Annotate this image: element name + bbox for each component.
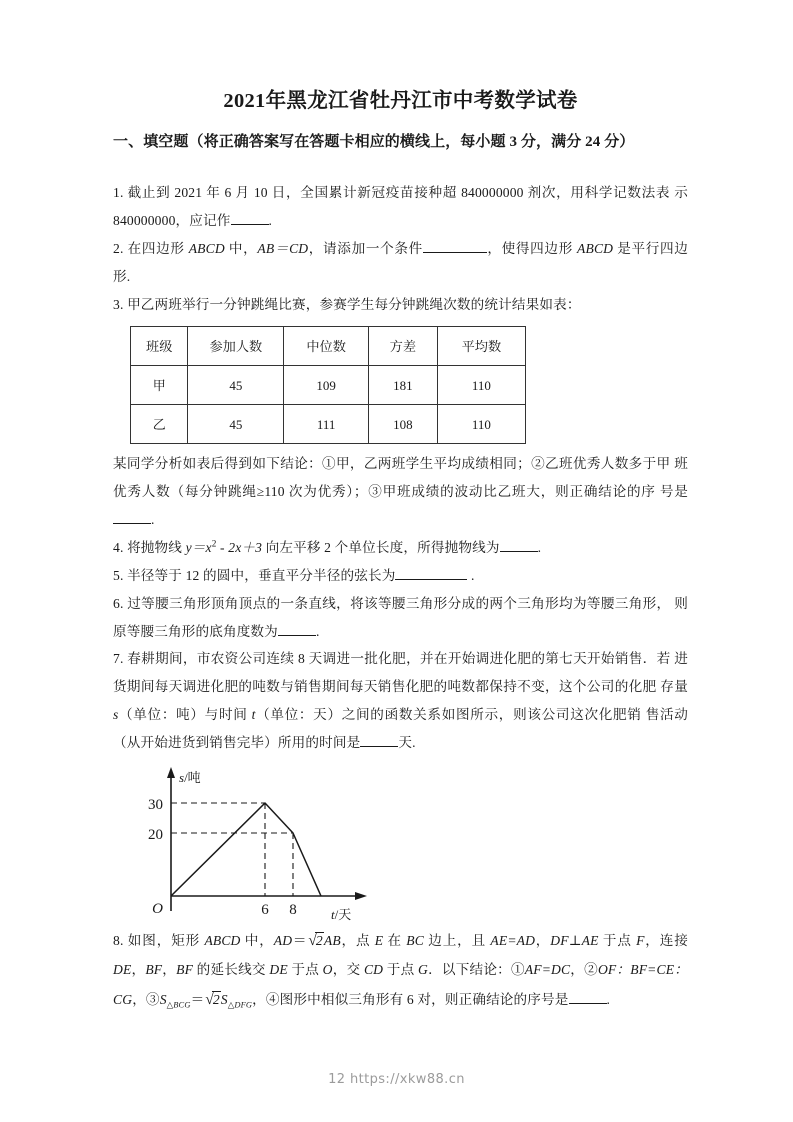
question-8-seg-ab: AB — [323, 932, 341, 948]
question-4-number: 4. — [113, 540, 124, 556]
question-8-l2-d: 的延长线交 — [193, 962, 270, 978]
question-8-tail: . — [606, 991, 611, 1007]
question-8-p6: 边上，且 — [423, 932, 491, 948]
question-7-var-s: s — [113, 707, 119, 723]
question-7-line-4-a: 售活动（从开始进货到销售完毕）所用的时间是 — [113, 707, 688, 751]
question-8-perp-df-ae: DF⊥AE — [550, 932, 599, 948]
fertilizer-stock-graph — [119, 763, 409, 921]
question-2-abcd-2: ABCD — [577, 240, 614, 256]
table-cell: 45 — [188, 405, 284, 444]
question-7-line-3-c: （单位：天）之间的函数关系如图所示，则该公司这次化肥销 — [255, 707, 642, 723]
question-8-l2-f: ，交 — [332, 962, 364, 978]
question-1-line-2: 示 840000000，应记作 — [113, 185, 688, 228]
question-8-point-e: E — [374, 932, 384, 948]
question-8-l2-c: ， — [162, 962, 177, 978]
question-8-l2-e: 于点 — [287, 962, 323, 978]
question-8-l3-a: ，③ — [132, 991, 160, 1007]
question-3-tail: . — [151, 512, 155, 528]
question-8-l3-eq: ＝ — [190, 991, 205, 1007]
question-8-point-f: F — [636, 932, 645, 948]
question-7-line-4-b: 天. — [398, 735, 416, 751]
question-8-l2-i: ，② — [570, 962, 598, 978]
question-8-p5: 在 — [383, 932, 407, 948]
question-8-p4: ，点 — [340, 932, 375, 948]
answer-blank — [278, 622, 316, 636]
table-cell: 108 — [368, 405, 437, 444]
table-header-row — [131, 327, 526, 366]
question-6-number: 6. — [113, 595, 124, 611]
question-2-abcd-1: ABCD — [188, 240, 225, 256]
question-8 — [113, 925, 688, 1015]
table-cell: 110 — [437, 405, 525, 444]
answer-blank — [113, 510, 151, 524]
table-header-cell: 中位数 — [284, 327, 369, 366]
question-8-seg-bf: BF — [145, 962, 163, 978]
answer-blank — [423, 239, 487, 253]
table-row — [131, 366, 526, 405]
question-2-text-e: 是平行四边形. — [113, 240, 688, 284]
section-heading: 一、填空题（将正确答案写在答题卡相应的横线上，每小题 3 分，满分 24 分） — [113, 133, 635, 150]
question-7-line-3-a: 存量 — [660, 679, 688, 695]
graph-svg — [119, 763, 409, 921]
question-7-line-1: 春耕期间，市农资公司连续 8 天调进一批化肥，并在开始调进化肥的第七天开始销售．若 — [127, 651, 671, 667]
question-4 — [113, 534, 688, 562]
question-4-post: 向左平移 2 个单位长度，所得抛物线为 — [262, 540, 500, 556]
question-8-rect-abcd: ABCD — [204, 932, 241, 948]
statistics-table — [130, 326, 526, 444]
question-5-pre: 半径等于 12 的圆中，垂直平分半径的弦长为 — [127, 567, 396, 583]
question-8-seg-de: DE — [113, 962, 132, 978]
question-7-line-3-b: （单位：吨）与时间 — [118, 707, 252, 723]
answer-blank — [500, 538, 538, 552]
question-2-number: 2. — [113, 240, 124, 256]
question-8-l2-b: ， — [131, 962, 146, 978]
y-axis-label: s/吨 — [179, 769, 201, 785]
question-1-number: 1. — [113, 185, 124, 201]
question-3-analysis — [113, 450, 688, 534]
question-1-line-1: 截止到 2021 年 6 月 10 日，全国累计新冠疫苗接种超 840000000 剂次，用科学记数法表 — [127, 185, 671, 201]
question-7-number: 7. — [113, 651, 124, 667]
y-tick-label-20: 20 — [148, 826, 163, 843]
question-4-formula-rest: - 2x＋3 — [216, 540, 263, 556]
table-row — [131, 405, 526, 444]
question-2-text-d: ，使得四边形 — [486, 240, 578, 256]
question-2-text-a: 在四边形 — [127, 240, 189, 256]
sqrt-symbol: √2 — [205, 990, 220, 1008]
x-axis-arrow — [355, 892, 367, 900]
question-8-p7: ， — [535, 932, 551, 948]
question-3-analysis-line-2: 班优秀人数（每分钟跳绳≥110 次为优秀）；③甲班成绩的波动比乙班大，则正确结论的序 — [113, 456, 688, 500]
answer-blank — [231, 211, 269, 225]
question-7-var-t: t — [251, 707, 256, 723]
question-4-tail: . — [537, 540, 542, 556]
question-8-p2: 中， — [240, 932, 274, 948]
answer-blank — [395, 566, 467, 580]
question-8-seg-bf-2: BF — [176, 962, 194, 978]
question-8-area-s1-sub: △BCG — [166, 999, 191, 1010]
table-cell: 109 — [284, 366, 369, 405]
y-tick-label-30: 30 — [148, 796, 163, 813]
table-cell: 181 — [368, 366, 437, 405]
question-2 — [113, 235, 688, 291]
question-8-point-g: G — [418, 962, 428, 978]
question-8-number: 8. — [113, 932, 124, 948]
table-cell: 甲 — [131, 366, 188, 405]
x-tick-label-8: 8 — [289, 901, 297, 918]
page-content — [113, 88, 688, 1015]
question-3-intro: 甲乙两班举行一分钟跳绳比赛，参赛学生每分钟跳绳次数的统计结果如表： — [127, 296, 581, 312]
question-8-area-s2: S — [220, 991, 228, 1007]
question-4-pre: 将抛物线 — [127, 540, 186, 556]
question-1-tail: . — [268, 213, 273, 228]
question-8-area-s2-sub: △DFG — [227, 999, 253, 1010]
question-5-tail: . — [467, 567, 475, 583]
table-header-cell: 平均数 — [437, 327, 525, 366]
question-3 — [113, 291, 688, 319]
question-6-line-1: 过等腰三角形顶角顶点的一条直线，将该等腰三角形分成的两个三角形均为等腰三角形， — [127, 595, 671, 611]
question-8-seg-ad: AD — [273, 932, 293, 948]
question-8-conclusion-2b: CG — [113, 991, 133, 1007]
question-2-text-c: ，请添加一个条件 — [308, 240, 423, 256]
question-5 — [113, 562, 688, 590]
question-8-p3: ＝ — [292, 932, 308, 948]
x-axis-label: t/天 — [331, 906, 352, 921]
question-2-text-b: 中， — [224, 240, 258, 256]
y-axis-arrow — [167, 767, 175, 778]
question-8-conclusion-2: OF：BF=CE： — [597, 962, 688, 978]
question-8-l2-h: ．以下结论：① — [428, 962, 525, 978]
question-8-seg-bc: BC — [406, 932, 424, 948]
origin-label: O — [152, 900, 163, 917]
question-4-exponent: 2 — [211, 538, 217, 549]
table-cell: 110 — [437, 366, 525, 405]
page-title: 2021年黑龙江省牡丹江市中考数学试卷 — [223, 90, 578, 112]
question-3-analysis-line-1: 某同学分析如表后得到如下结论：①甲，乙两班学生平均成绩相同；②乙班优秀人数多于甲 — [113, 456, 671, 472]
question-4-formula-y: y＝x — [185, 540, 212, 556]
question-7 — [113, 645, 688, 756]
question-3-analysis-line-3: 号是 — [659, 484, 688, 500]
question-3-number: 3. — [113, 296, 124, 312]
question-8-conclusion-1: AF=DC — [524, 962, 571, 978]
table-header-cell: 班级 — [131, 327, 188, 366]
question-8-l2-a: 接 — [674, 932, 688, 948]
question-8-p8: 于点 — [598, 932, 637, 948]
statistics-table-wrapper — [130, 326, 688, 444]
data-series-stock — [171, 803, 321, 896]
table-cell: 111 — [284, 405, 369, 444]
question-2-equation: AB＝CD — [257, 240, 309, 256]
footer-watermark: 12 https://xkw88.cn — [328, 1072, 465, 1087]
question-8-p1: 如图，矩形 — [127, 932, 205, 948]
question-8-point-o: O — [322, 962, 333, 978]
question-8-area-s1: S — [159, 991, 167, 1007]
table-cell: 乙 — [131, 405, 188, 444]
table-header-cell: 参加人数 — [188, 327, 284, 366]
answer-blank — [360, 733, 398, 747]
table-cell: 45 — [188, 366, 284, 405]
answer-blank — [569, 990, 607, 1004]
question-6 — [113, 590, 688, 646]
question-8-l2-g: 于点 — [383, 962, 419, 978]
question-8-l3-b: ，④图形中相似三角形有 6 对，则正确结论的序号是 — [252, 991, 569, 1007]
question-8-seg-cd: CD — [363, 962, 384, 978]
table-header-cell: 方差 — [368, 327, 437, 366]
x-tick-label-6: 6 — [261, 901, 269, 918]
question-6-line-2: 则原等腰三角形的底角度数为 — [113, 595, 688, 639]
question-5-number: 5. — [113, 567, 124, 583]
question-6-tail: . — [315, 623, 320, 639]
sqrt-symbol: √2 — [308, 931, 323, 949]
question-8-seg-de-2: DE — [269, 962, 288, 978]
question-1 — [113, 179, 688, 235]
question-8-eq-ae-ad: AE=AD — [490, 932, 536, 948]
question-8-p9: ，连 — [644, 932, 675, 948]
question-7-line-2: 进货期间每天调进化肥的吨数与销售期间每天销售化肥的吨数都保持不变，这个公司的化肥 — [113, 651, 688, 695]
